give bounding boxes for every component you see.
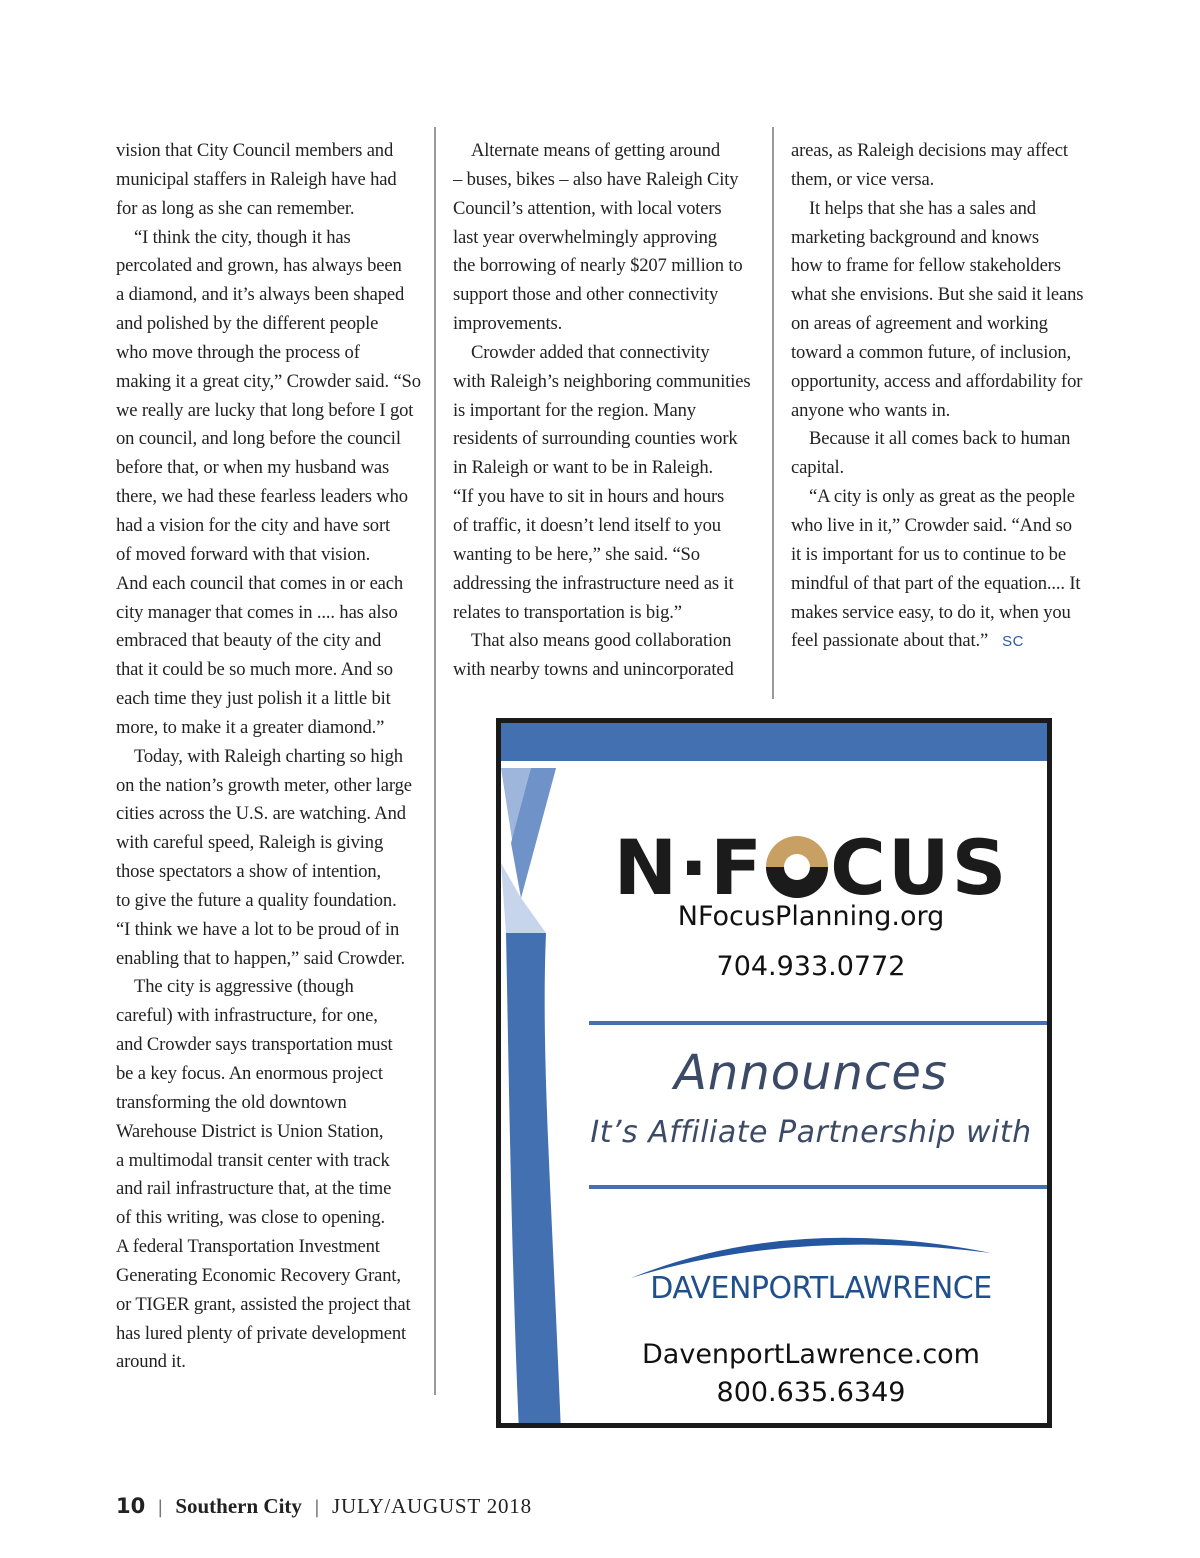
article-line: careful) with infrastructure, for one, <box>116 1005 378 1027</box>
article-line: Because it all comes back to human <box>809 428 1071 450</box>
article-line: embraced that beauty of the city and <box>116 630 382 652</box>
article-line: enabling that to happen,” said Crowder. <box>116 947 405 969</box>
ad-divider-bottom <box>589 1185 1049 1189</box>
article-line: for as long as she can remember. <box>116 197 355 219</box>
article-line: addressing the infrastructure need as it <box>453 572 734 594</box>
article-line: mindful of that part of the equation.... It <box>791 572 1081 594</box>
article-line: who move through the process of <box>116 341 360 363</box>
article-line: before that, or when my husband was <box>116 457 390 479</box>
article-line: opportunity, access and affordability for <box>791 370 1083 392</box>
article-line: marketing background and knows <box>791 226 1040 248</box>
article-line: Crowder added that connectivity <box>471 341 710 363</box>
article-line: – buses, bikes – also have Raleigh City <box>453 168 739 190</box>
article-line: vision that City Council members and <box>116 140 394 161</box>
article-line: more, to make it a greater diamond.” <box>116 716 385 738</box>
article-line: “If you have to sit in hours and hours <box>453 486 725 508</box>
article-line: That also means good collaboration <box>471 630 732 652</box>
article-line: how to frame for fellow stakeholders <box>791 255 1061 277</box>
nfocus-logo: N·F CUS <box>613 823 1009 912</box>
article-line: who live in it,” Crowder said. “And so <box>791 514 1072 536</box>
article-line: to give the future a quality foundation. <box>116 889 397 911</box>
end-mark: SC <box>1002 633 1024 651</box>
article-line: municipal staffers in Raleigh have had <box>116 168 397 190</box>
article-line: with Raleigh’s neighboring communities <box>453 370 751 392</box>
article-line: them, or vice versa. <box>791 168 935 190</box>
ad-divider-top <box>589 1021 1049 1025</box>
issue-date: JULY/AUGUST 2018 <box>332 1494 532 1518</box>
article-line: with nearby towns and unincorporated <box>453 659 734 681</box>
column-divider-2 <box>772 127 774 699</box>
article-line: “A city is only as great as the people <box>809 486 1075 508</box>
article-line: those spectators a show of intention, <box>116 861 382 883</box>
article-column-3 <box>791 137 1101 656</box>
article-line: with careful speed, Raleigh is giving <box>116 832 384 854</box>
article-line: and polished by the different people <box>116 313 379 335</box>
article-line: in Raleigh or want to be in Raleigh. <box>453 457 714 479</box>
article-line: The city is aggressive (though <box>134 976 354 998</box>
article-line: city manager that comes in .... has also <box>116 601 398 623</box>
article-line: last year overwhelmingly approving <box>453 226 717 248</box>
article-line: of moved forward with that vision. <box>116 543 371 565</box>
article-line: Council’s attention, with local voters <box>453 197 722 219</box>
article-line: be a key focus. An enormous project <box>116 1063 383 1084</box>
article-line: it is important for us to continue to be <box>791 543 1066 565</box>
article-line: A federal Transportation Investment <box>116 1236 380 1258</box>
article-line: a multimodal transit center with track <box>116 1149 390 1171</box>
article-line: capital. <box>791 457 845 479</box>
article-line: is important for the region. Many <box>453 399 696 421</box>
article-line: there, we had these fearless leaders who <box>116 486 408 508</box>
article-line: has lured plenty of private development <box>116 1322 407 1344</box>
article-line: wanting to be here,” she said. “So <box>453 543 700 565</box>
article-line: relates to transportation is big.” <box>453 601 682 623</box>
article-line: And each council that comes in or each <box>116 572 404 594</box>
footer-separator: | <box>313 1497 320 1518</box>
davenport-lawrence-logo: DAVENPORTLAWRENCE <box>650 1271 992 1306</box>
article-line: around it. <box>116 1351 186 1373</box>
article-line: improvements. <box>453 313 563 335</box>
article-line: and Crowder says transportation must <box>116 1034 393 1056</box>
article-line: Alternate means of getting around <box>471 140 721 161</box>
article-line: of traffic, it doesn’t lend itself to you <box>453 514 721 536</box>
page-number: 10 <box>116 1494 146 1518</box>
article-line: cities across the U.S. are watching. And <box>116 803 406 825</box>
article-line: had a vision for the city and have sort <box>116 514 391 536</box>
ad-headline: Announces <box>674 1045 948 1101</box>
article-line: “I think the city, though it has <box>134 226 351 248</box>
footer-separator: | <box>157 1497 164 1518</box>
davenport-phone: 800.635.6349 <box>716 1377 906 1408</box>
nfocus-advertisement <box>496 718 1052 1428</box>
article-column-1 <box>116 137 426 1377</box>
article-line: a diamond, and it’s always been shaped <box>116 284 405 306</box>
article-line: what she envisions. But she said it leans <box>791 284 1084 306</box>
article-line: we really are lucky that long before I got <box>116 399 414 421</box>
article-line: on areas of agreement and working <box>791 313 1048 335</box>
article-line: makes service easy, to do it, when you <box>791 601 1071 623</box>
article-line: toward a common future, of inclusion, <box>791 341 1072 363</box>
article-line: residents of surrounding counties work <box>453 428 738 450</box>
article-line: Today, with Raleigh charting so high <box>134 745 403 767</box>
article-line: making it a great city,” Crowder said. “So <box>116 370 421 392</box>
nfocus-phone: 704.933.0772 <box>716 951 906 982</box>
davenport-url: DavenportLawrence.com <box>642 1339 980 1370</box>
magazine-name: Southern City <box>175 1494 302 1518</box>
article-line: on council, and long before the council <box>116 428 401 450</box>
article-column-2 <box>453 137 763 685</box>
target-icon <box>766 836 828 898</box>
article-line: It helps that she has a sales and <box>809 197 1036 219</box>
article-line: that it could be so much more. And so <box>116 659 393 681</box>
article-line: on the nation’s growth meter, other large <box>116 774 412 796</box>
article-line: the borrowing of nearly $207 million to <box>453 255 743 277</box>
article-line: Warehouse District is Union Station, <box>116 1120 384 1142</box>
nfocus-url: NFocusPlanning.org <box>677 901 945 932</box>
page-footer <box>116 1494 532 1524</box>
article-line: anyone who wants in. <box>791 399 951 421</box>
column-divider-1 <box>434 127 436 1395</box>
article-line: and rail infrastructure that, at the time <box>116 1178 392 1200</box>
article-line: or TIGER grant, assisted the project that <box>116 1293 411 1315</box>
article-line: percolated and grown, has always been <box>116 255 402 277</box>
article-line: support those and other connectivity <box>453 284 719 306</box>
article-line: Generating Economic Recovery Grant, <box>116 1264 401 1286</box>
article-line: “I think we have a lot to be proud of in <box>116 918 400 940</box>
article-line: areas, as Raleigh decisions may affect <box>791 140 1068 161</box>
article-line: each time they just polish it a little bit <box>116 688 391 710</box>
ad-subheadline: It’s Affiliate Partnership with <box>590 1115 1032 1150</box>
article-line: feel passionate about that.” SC <box>791 630 1024 652</box>
article-line: transforming the old downtown <box>116 1091 347 1113</box>
article-line: of this writing, was close to opening. <box>116 1207 386 1229</box>
